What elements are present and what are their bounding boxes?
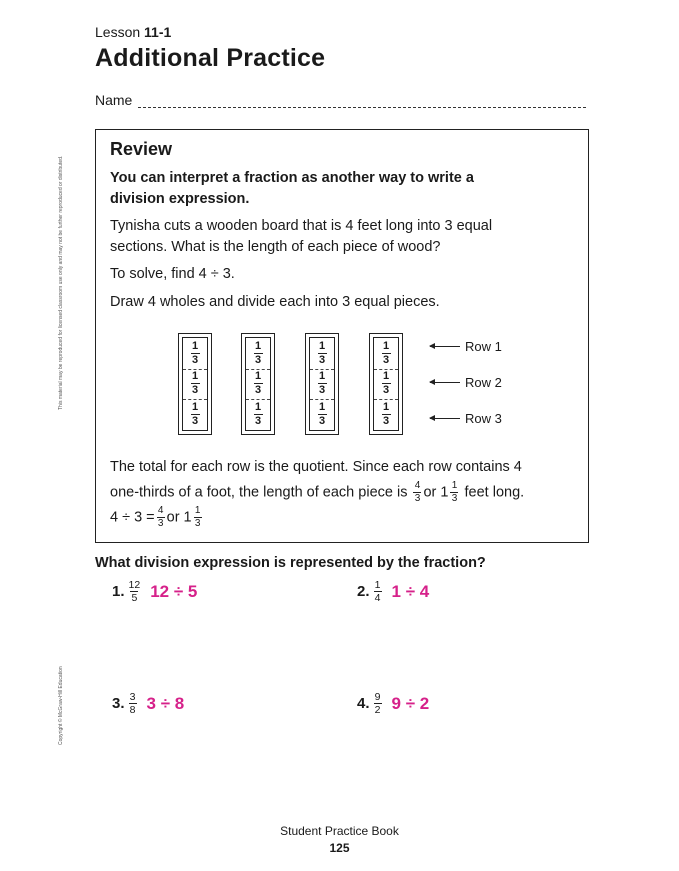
problem-fraction [374,580,382,603]
arrow-left-icon [430,346,460,347]
review-solve: To solve, find 4 ÷ 3. [110,266,235,282]
third-piece [374,338,398,368]
row-label-3-text: Row 3 [465,411,502,426]
third-piece [310,338,334,368]
problem-fraction [374,692,382,715]
permission-notice: This material may be reproduced for licensed classroom use only and may not be further reproduced or distributed. [58,155,64,410]
frac-num: 4 [157,505,164,516]
lesson-number: 11-1 [144,24,172,40]
fraction-1-3 [450,481,458,504]
third-piece [183,338,207,368]
third-piece [374,369,398,399]
problem-answer[interactable]: 9 ÷ 2 [391,693,430,713]
whole-strip-2 [241,333,275,435]
third-piece [310,399,334,429]
frac-num: 1 [318,400,326,413]
frac-den: 3 [318,384,326,397]
frac-den: 2 [374,704,381,716]
problem-3 [112,692,184,715]
frac-den: 3 [414,493,421,504]
lesson-label [95,24,171,40]
row-label-1-text: Row 1 [465,339,502,354]
piece-divider [374,399,398,400]
fraction-model [178,333,518,437]
fraction-4-3 [157,506,165,529]
lesson-word: Lesson [95,24,141,40]
frac-den: 3 [318,353,326,366]
piece-divider [246,369,270,370]
problem-answer[interactable]: 12 ÷ 5 [150,581,198,601]
piece-divider [374,369,398,370]
frac-den: 3 [254,384,262,397]
arrow-left-icon [430,382,460,383]
third-piece [310,369,334,399]
name-blank[interactable] [138,93,586,108]
problem-number: 3. [112,695,125,712]
problem-fraction [129,692,137,715]
frac-num: 1 [191,339,199,352]
review-story-line1: Tynisha cuts a wooden board that is 4 feet long into 3 equal [110,218,493,234]
fraction-4-3 [413,481,421,504]
third-piece [246,338,270,368]
frac-den: 3 [191,353,199,366]
row-label-3 [430,411,502,426]
name-field-row [95,92,586,108]
review-draw: Draw 4 wholes and divide each into 3 equal pieces. [110,294,440,310]
frac-den: 3 [194,518,201,529]
piece-divider [310,399,334,400]
review-total [110,457,570,529]
review-story [110,216,570,258]
copyright-notice: Copyright © McGraw-Hill Education [58,666,64,745]
name-label: Name [95,92,133,108]
frac-num: 1 [382,339,390,352]
piece-divider [310,369,334,370]
problem-number: 1. [112,583,125,600]
frac-num: 9 [374,691,381,703]
frac-den: 3 [451,493,458,504]
frac-den: 3 [191,384,199,397]
problem-1 [112,580,197,603]
whole-strip-1 [178,333,212,435]
frac-num: 1 [194,505,201,516]
page-title: Additional Practice [95,44,326,72]
frac-den: 8 [129,704,136,716]
row-label-2 [430,375,502,390]
third-piece [246,399,270,429]
footer-book: Student Practice Book [280,824,399,838]
problem-number: 2. [357,583,370,600]
problem-number: 4. [357,695,370,712]
problem-answer[interactable]: 3 ÷ 8 [146,693,185,713]
frac-den: 5 [131,592,138,604]
review-heading: Review [110,139,173,159]
review-intro-line2: division expression. [110,191,250,207]
frac-num: 1 [318,370,326,383]
problem-fraction [129,580,141,603]
total-line2-text: one-thirds of a foot, the length of each piece is [110,484,408,501]
frac-den: 4 [374,592,381,604]
review-total-line2 [110,481,570,504]
review-intro [110,168,570,210]
feet-long-text: feet long. [464,484,525,501]
frac-num: 12 [128,579,141,591]
review-story-line2: sections. What is the length of each piece of wood? [110,239,441,255]
frac-den: 3 [254,414,262,427]
frac-den: 3 [382,353,390,366]
frac-den: 3 [382,384,390,397]
third-piece [183,399,207,429]
fraction-1-3 [194,506,202,529]
piece-divider [246,399,270,400]
whole-strip-4 [369,333,403,435]
arrow-left-icon [430,418,460,419]
equation-or: or 1 [166,509,192,526]
frac-num: 1 [382,400,390,413]
frac-num: 1 [451,480,458,491]
whole-strip-3 [305,333,339,435]
problem-4 [357,692,429,715]
or-text: or 1 [423,484,449,501]
problem-2 [357,580,429,603]
frac-num: 1 [382,370,390,383]
review-total-line1: The total for each row is the quotient. Since each row contains 4 [110,459,522,475]
third-piece [246,369,270,399]
review-intro-line1: You can interpret a fraction as another way to write a [110,170,474,186]
frac-num: 1 [254,339,262,352]
frac-den: 3 [191,414,199,427]
frac-num: 1 [254,370,262,383]
row-label-2-text: Row 2 [465,375,502,390]
piece-divider [183,399,207,400]
frac-den: 3 [157,518,164,529]
row-label-1 [430,339,502,354]
frac-num: 3 [129,691,136,703]
equation-start: 4 ÷ 3 = [110,509,155,526]
review-equation [110,506,570,529]
frac-num: 1 [191,370,199,383]
piece-divider [183,369,207,370]
practice-question: What division expression is represented by the fraction? [95,555,486,571]
problem-answer[interactable]: 1 ÷ 4 [391,581,430,601]
frac-den: 3 [254,353,262,366]
third-piece [183,369,207,399]
page-number: 125 [329,841,350,855]
frac-den: 3 [318,414,326,427]
frac-num: 1 [318,339,326,352]
frac-den: 3 [382,414,390,427]
third-piece [374,399,398,429]
frac-num: 1 [374,579,381,591]
frac-num: 4 [414,480,421,491]
frac-num: 1 [254,400,262,413]
frac-num: 1 [191,400,199,413]
